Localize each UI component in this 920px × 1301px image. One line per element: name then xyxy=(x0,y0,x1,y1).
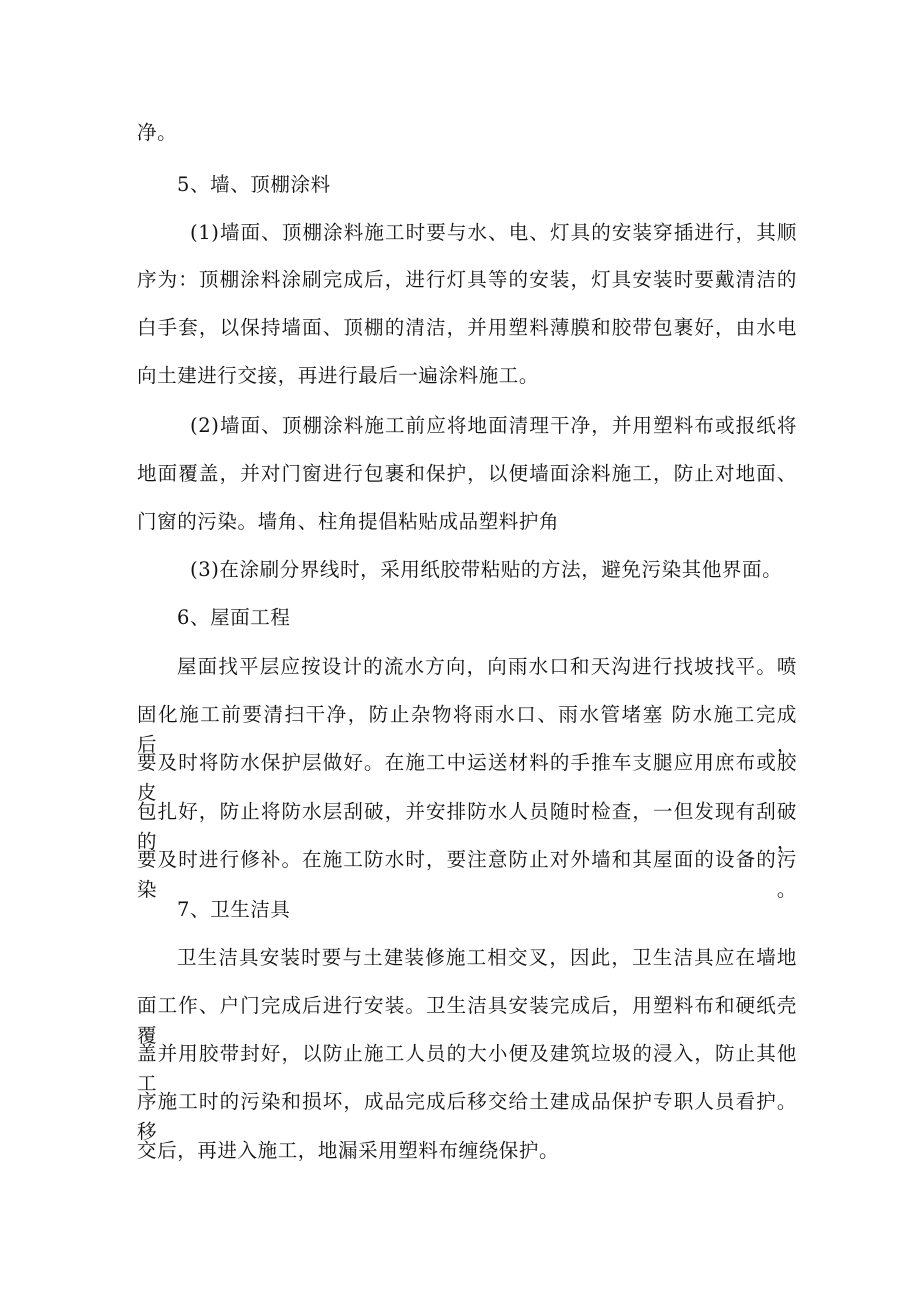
section-heading-6: 6、屋面工程 xyxy=(177,606,291,629)
paragraph-6-line: 固化施工前要清扫干净，防止杂物将雨水口、雨水管堵塞 防水施工完成后， xyxy=(137,703,797,756)
paragraph-6-line: 包扎好，防止将防水层刮破，并安排防水人员随时检查，一但发现有刮破的， xyxy=(137,800,797,853)
paragraph-5-2-line: (2)墙面、顶棚涂料施工前应将地面清理干净，并用塑料布或报纸将 xyxy=(190,414,797,437)
paragraph-5-2-line: 门窗的污染。墙角、柱角提倡粘贴成品塑料护角 xyxy=(137,510,560,533)
paragraph-continuation: 净。 xyxy=(137,121,178,144)
paragraph-5-3-line: (3)在涂刷分界线时，采用纸胶带粘贴的方法，避免污染其他界面。 xyxy=(190,558,783,581)
paragraph-5-1-line: 序为：顶棚涂料涂刷完成后，进行灯具等的安装，灯具安装时要戴清洁的 xyxy=(137,268,797,291)
paragraph-7-line: 卫生洁具安装时要与土建装修施工相交叉，因此，卫生洁具应在墙地 xyxy=(177,946,797,969)
section-heading-5: 5、墙、顶棚涂料 xyxy=(177,173,331,196)
paragraph-6-line: 要及时进行修补。在施工防水时，要注意防止对外墙和其屋面的设备的污染。 xyxy=(137,848,797,901)
paragraph-7-line: 交后，再进入施工，地漏采用塑料布缠绕保护。 xyxy=(137,1139,560,1162)
paragraph-7-line: 序施工时的污染和损坏，成品完成后移交给土建成品保护专职人员看护。移 xyxy=(137,1090,797,1143)
paragraph-6-line: 屋面找平层应按设计的流水方向，向雨水口和天沟进行找坡找平。喷 xyxy=(177,655,797,678)
paragraph-6-line: 要及时将防水保护层做好。在施工中运送材料的手推车支腿应用庶布或胶皮 xyxy=(137,751,797,804)
paragraph-5-1-line: 白手套，以保持墙面、顶棚的清洁，并用塑料薄膜和胶带包裹好，由水电 xyxy=(137,316,797,339)
paragraph-5-1-line: (1)墙面、顶棚涂料施工时要与水、电、灯具的安装穿插进行，其顺 xyxy=(190,221,797,244)
paragraph-5-2-line: 地面覆盖，并对门窗进行包裹和保护，以便墙面涂料施工，防止对地面、 xyxy=(137,462,797,485)
section-heading-7: 7、卫生洁具 xyxy=(177,898,291,921)
paragraph-7-line: 面工作、户门完成后进行安装。卫生洁具安装完成后，用塑料布和硬纸壳覆 xyxy=(137,994,797,1047)
paragraph-5-1-line: 向土建进行交接，再进行最后一遍涂料施工。 xyxy=(137,364,540,387)
paragraph-7-line: 盖并用胶带封好，以防止施工人员的大小便及建筑垃圾的浸入，防止其他工 xyxy=(137,1042,797,1095)
